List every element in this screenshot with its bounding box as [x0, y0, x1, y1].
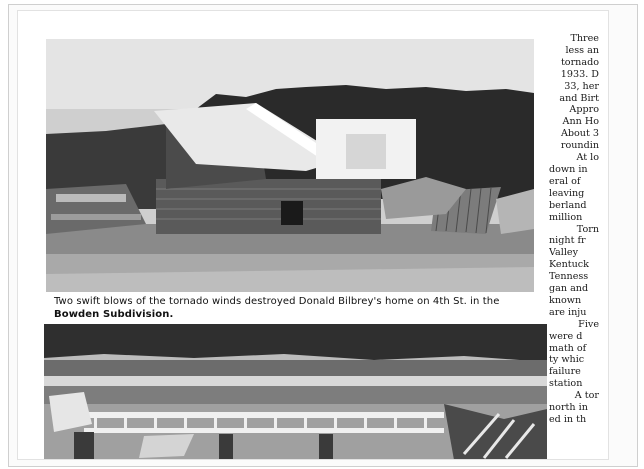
column-text-line: million — [549, 211, 583, 223]
column-text-line: 33, her — [564, 80, 599, 92]
caption-line-2: Bowden Subdivision. — [54, 309, 174, 320]
column-text-line: night fr — [549, 235, 586, 247]
column-text-line: ty whic — [549, 354, 585, 366]
tornado-damage-aerial-photo — [44, 324, 547, 460]
tornado-damage-house-photo — [46, 39, 534, 292]
column-text-line: About 3 — [560, 128, 599, 140]
column-text-line: At lo — [576, 152, 599, 164]
column-text-line: Torn — [576, 223, 599, 235]
column-text-line: Ann Ho — [562, 116, 599, 128]
photo-caption — [54, 295, 534, 321]
scanned-page — [8, 4, 638, 467]
column-text-line: roundin — [560, 140, 599, 152]
column-text-line: Appro — [569, 104, 599, 116]
column-text-line: math of — [549, 342, 587, 354]
column-text-line: 1933. D — [560, 68, 599, 80]
column-text-line: are inju — [549, 306, 587, 318]
column-text-line: Kentuck — [549, 259, 589, 271]
column-text-line: eral of — [549, 175, 581, 187]
column-text-line: Valley — [549, 247, 579, 259]
column-text-line: leaving — [549, 187, 585, 199]
column-text-line: A tor — [574, 390, 599, 402]
column-text-line: gan and — [549, 283, 589, 295]
column-text-line: ed in th — [549, 414, 587, 425]
column-text-line: less an — [565, 44, 599, 56]
column-text-line: berland — [549, 199, 587, 211]
column-text-line: Three — [570, 33, 599, 44]
column-text-line: north in — [549, 402, 588, 414]
column-text-line: down in — [549, 163, 588, 175]
column-text-line: station — [549, 378, 583, 390]
column-text-line: were d — [549, 330, 583, 342]
column-text-line: and Birt — [559, 92, 599, 104]
column-text-line: failure — [549, 366, 581, 378]
column-text-line: tornado — [560, 56, 599, 68]
column-text-line: Five — [578, 318, 599, 330]
newspaper-clipping — [17, 10, 609, 460]
column-text-line: known — [549, 294, 582, 306]
caption-line-1: Two swift blows of the tornado winds destroyed Donald Bilbrey's home on 4th St. in the — [54, 296, 500, 307]
adjacent-article-column — [549, 33, 599, 460]
column-text-line: Tenness — [549, 271, 589, 283]
